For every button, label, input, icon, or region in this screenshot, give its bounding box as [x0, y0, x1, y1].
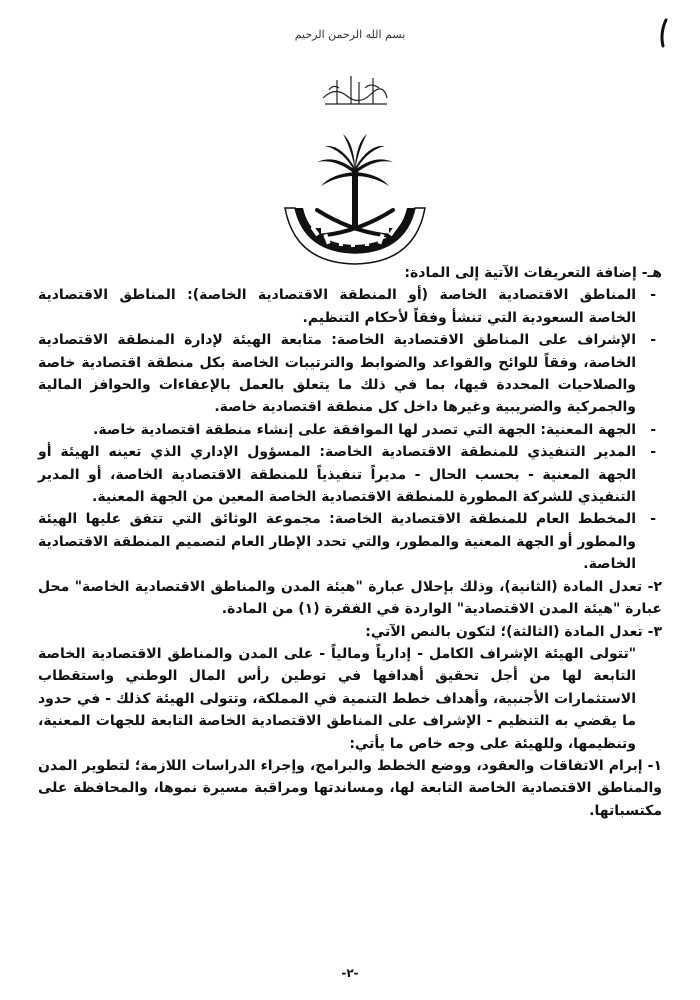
saudi-emblem-logo [255, 58, 455, 268]
page-number: -٢- [341, 966, 359, 980]
quoted-text: "تتولى الهيئة الإشراف الكامل - إدارياً ومالياً - على المدن والمناطق الاقتصادية الخاصة التابعة لها من أجل تحقيق أهدافها في توطين رأس المال الوطني واستقطاب الاستثمارات الأجنبية، وأهداف خطط التنمية في المملكة، وتتولى الهيئة كذلك - في حدود ما يقضي به التنظيم - الإشراف على المناطق الاقتصادية الخاصة التابعة للجهات المعنية، وتنظيمها، وللهيئة على وجه خاص ما يأتي: [38, 645, 636, 752]
definition-item: - المدير التنفيذي للمنطقة الاقتصادية الخاصة: المسؤول الإداري الذي تعينه الهيئة أو الجهة المعنية - بحسب الحال - مديراً تنفيذياً للمنطقة الاقتصادية الخاصة، أو المدير التنفيذي للشركة المطورة للمنطقة الاقتصادية الخاصة المعين من الجهة المعنية. [38, 441, 662, 508]
definition-item: - الجهة المعنية: الجهة التي تصدر لها الموافقة على إنشاء منطقة اقتصادية خاصة. [38, 419, 662, 441]
basmala-header: بسم الله الرحمن الرحيم [294, 28, 406, 41]
definition-item: - المخطط العام للمنطقة الاقتصادية الخاصة: مجموعة الوثائق التي تتفق عليها الهيئة والمطور أو الجهة المعنية والمطور، والتي تحدد الإطار العام لتصميم المنطقة الاقتصادية الخاصة. [38, 508, 662, 575]
section-heading-definitions: هـ- إضافة التعريفات الآتية إلى المادة: [404, 265, 662, 281]
article-amendment: ٣- تعدل المادة (الثالثة)؛ لتكون بالنص الآتي: [365, 623, 662, 640]
article-amendment: ٢- تعدل المادة (الثانية)، وذلك بإحلال عبارة "هيئة المدن والمناطق الاقتصادية الخاصة" محل عبارة "هيئة المدن الاقتصادية" الواردة في الفقرة (١) من المادة. [38, 578, 662, 618]
definition-item: - المناطق الاقتصادية الخاصة (أو المنطقة الاقتصادية الخاصة): المناطق الاقتصادية الخاصة السعودية التي تنشأ وفقاً لأحكام التنظيم. [38, 284, 662, 329]
definition-item: - الإشراف على المناطق الاقتصادية الخاصة: متابعة الهيئة لإدارة المنطقة الاقتصادية الخاصة، وفقاً للوائح والقواعد والضوابط والترتيبات الخاصة بكل منطقة اقتصادية خاصة والصلاحيات المحددة فيها، بما في ذلك ما يتعلق بالعمل بالإعفاءات والحوافز المالية والجمركية والضريبية وغيرها داخل كل منطقة اقتصادية خاصة. [38, 329, 662, 419]
numbered-clause: ١- إبرام الاتفاقات والعقود، ووضع الخطط والبرامج، وإجراء الدراسات اللازمة؛ لتطوير المدن والمناطق الاقتصادية الخاصة التابعة لها، ومساندتها ومراقبة مسيرة نموها، والمحافظة على مكتسباتها. [38, 757, 662, 819]
document-body [38, 262, 662, 822]
